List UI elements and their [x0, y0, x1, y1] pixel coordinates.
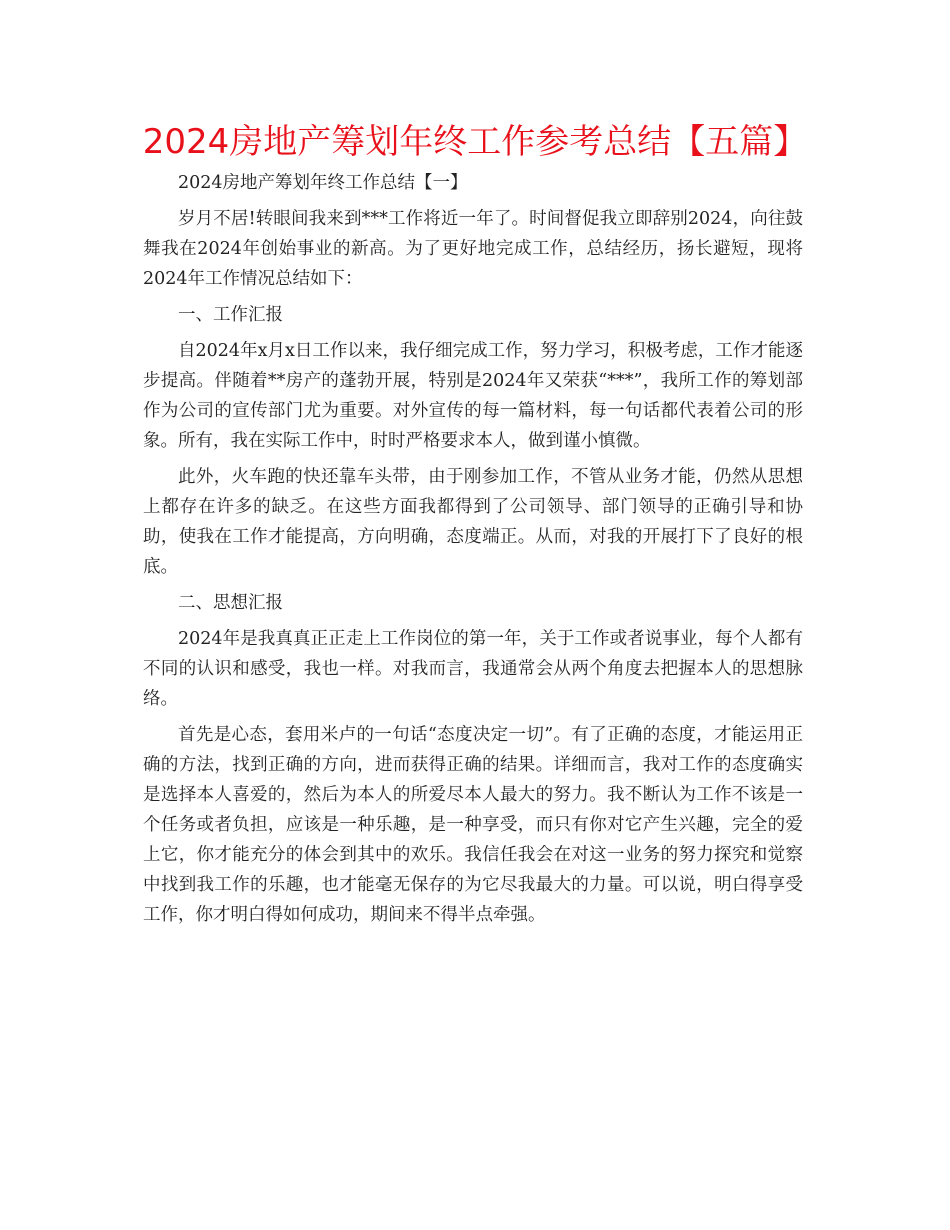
paragraph: 2024年是我真真正正走上工作岗位的第一年，关于工作或者说事业，每个人都有不同的认识和感受，我也一样。对我而言，我通常会从两个角度去把握本人的思想脉络。: [143, 629, 803, 709]
paragraph: 首先是心态，套用米卢的一句话“态度决定一切”。有了正确的态度，才能运用正确的方法，找到正确的方向，进而获得正确的结果。详细而言，我对工作的态度确实是选择本人喜爱的，然后为本人的所爱尽本人最大的努力。我不断认为工作不该是一个任务或者负担，应该是一种乐趣，是一种享受，而只有你对它产生兴趣，完全的爱上它，你才能充分的体会到其中的欢乐。我信任我会在对这一业务的努力探究和觉察中找到我工作的乐趣，也才能毫无保存的为它尽我最大的力量。可以说，明白得享受工作，你才明白得如何成功，期间来不得半点牵强。: [143, 725, 803, 925]
section-heading: 一、工作汇报: [178, 305, 283, 325]
paragraph: 自2024年x月x日工作以来，我仔细完成工作，努力学习，积极考虑，工作才能逐步提高。伴随着**房产的蓬勃开展，特别是2024年又荣获“***”，我所工作的筹划部作为公司的宣传部门尤为重要。对外宣传的每一篇材料，每一句话都代表着公司的形象。所有，我在实际工作中，时时严格要求本人，做到谨小慎微。: [143, 341, 803, 451]
section-heading: 2024房地产筹划年终工作总结【一】: [178, 173, 468, 193]
document-title: 2024房地产筹划年终工作参考总结【五篇】: [142, 122, 808, 162]
paragraph: 此外，火车跑的快还靠车头带，由于刚参加工作，不管从业务才能，仍然从思想上都存在许多的缺乏。在这些方面我都得到了公司领导、部门领导的正确引导和协助，使我在工作才能提高，方向明确，态度端正。从而，对我的开展打下了良好的根底。: [143, 467, 803, 577]
paragraph: 岁月不居!转眼间我来到***工作将近一年了。时间督促我立即辞别2024，向往鼓舞我在2024年创始事业的新高。为了更好地完成工作，总结经历，扬长避短，现将2024年工作情况总结如下：: [143, 209, 803, 289]
document-body: [143, 168, 803, 936]
section-heading: 二、思想汇报: [178, 593, 283, 613]
